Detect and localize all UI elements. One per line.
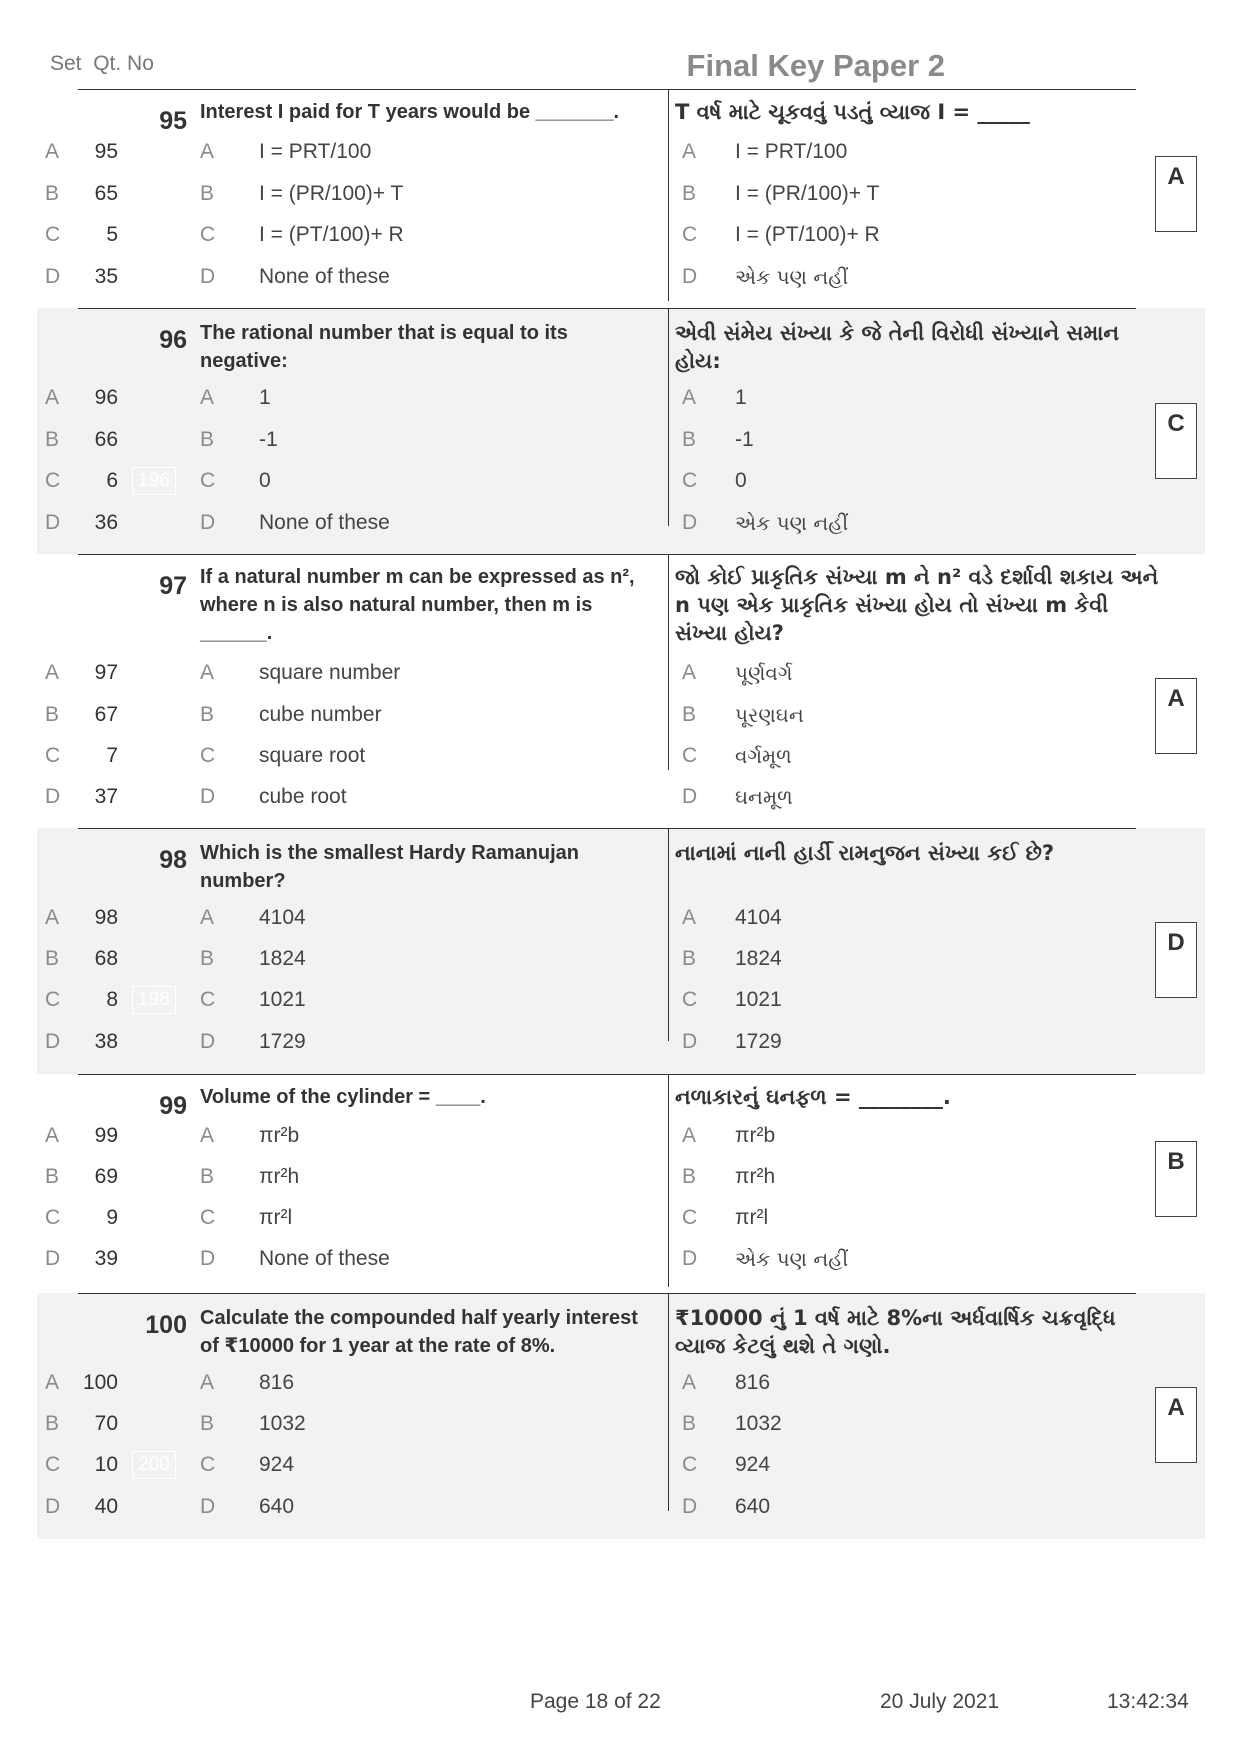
option-row	[37, 1247, 1205, 1277]
option-text-gujarati: 816	[735, 1371, 771, 1394]
option-letter-english: A	[200, 386, 215, 409]
set-question-number: 69	[94, 1165, 118, 1188]
option-text-gujarati: -1	[735, 428, 754, 451]
option-row	[37, 744, 1205, 774]
option-letter-gujarati: D	[682, 1247, 698, 1270]
question-block	[37, 828, 1205, 1074]
set-question-number: 9	[106, 1206, 118, 1229]
set-letter: A	[45, 386, 60, 409]
option-row	[37, 1030, 1205, 1060]
option-letter-gujarati: A	[682, 1371, 697, 1394]
option-letter-english: B	[200, 1412, 215, 1435]
option-letter-gujarati: A	[682, 140, 697, 163]
option-row	[37, 1371, 1205, 1401]
option-row	[37, 785, 1205, 815]
set-letter: A	[45, 140, 60, 163]
set-question-number: 40	[94, 1495, 118, 1518]
set-question-number: 98	[94, 906, 118, 929]
set-letter: B	[45, 182, 60, 205]
question-rule	[78, 308, 1136, 309]
question-rule	[78, 554, 1136, 555]
question-number: 95	[159, 107, 187, 135]
option-text-gujarati: 0	[735, 469, 747, 492]
option-letter-gujarati: B	[682, 1412, 697, 1435]
option-text-gujarati: 924	[735, 1453, 771, 1476]
set-letter: A	[45, 661, 60, 684]
option-letter-gujarati: A	[682, 1124, 697, 1147]
question-text-english: The rational number that is equal to its negative:	[200, 322, 568, 372]
option-letter-gujarati: B	[682, 947, 697, 970]
print-time: 13:42:34	[1107, 1690, 1189, 1713]
option-row	[37, 223, 1205, 253]
question-rule	[78, 828, 1136, 829]
option-text-english: πr²l	[259, 1206, 293, 1229]
set-letter: C	[45, 223, 61, 246]
set-letter: A	[45, 906, 60, 929]
set-question-number: 35	[94, 265, 118, 288]
question-text-english: Interest I paid for T years would be _______.	[200, 101, 620, 123]
option-letter-gujarati: C	[682, 988, 698, 1011]
answer-key-box: A	[1155, 1387, 1197, 1463]
option-letter-english: B	[200, 947, 215, 970]
option-text-gujarati: I = (PR/100)+ T	[735, 182, 880, 205]
option-text-english: cube number	[259, 703, 382, 726]
set-letter: B	[45, 947, 60, 970]
question-number: 96	[159, 326, 187, 354]
option-text-english: None of these	[259, 511, 390, 534]
set-letter: D	[45, 511, 61, 534]
set-question-number: 68	[94, 947, 118, 970]
question-block	[37, 554, 1205, 828]
option-letter-english: D	[200, 511, 216, 534]
question-rule	[78, 89, 1136, 90]
option-text-gujarati: પૂરણઘન	[735, 703, 804, 727]
option-row	[37, 661, 1205, 691]
option-row	[37, 511, 1205, 541]
answer-key-box: A	[1155, 678, 1197, 754]
question-block	[37, 1293, 1205, 1539]
option-text-gujarati: 1	[735, 386, 747, 409]
option-text-gujarati: 1729	[735, 1030, 782, 1053]
option-row	[37, 1495, 1205, 1525]
option-text-english: 1824	[259, 947, 306, 970]
question-block	[37, 1074, 1205, 1293]
answer-key-box: A	[1155, 156, 1197, 232]
question-rule	[78, 1293, 1136, 1294]
set-letter: C	[45, 1206, 61, 1229]
option-row	[37, 182, 1205, 212]
option-text-english: 640	[259, 1495, 295, 1518]
set-question-number: 100	[82, 1371, 118, 1394]
option-letter-english: C	[200, 469, 216, 492]
page-title: Final Key Paper 2	[686, 48, 945, 83]
option-letter-gujarati: C	[682, 469, 698, 492]
set-letter: C	[45, 744, 61, 767]
option-row	[37, 428, 1205, 458]
question-number: 97	[159, 572, 187, 600]
option-letter-english: A	[200, 906, 215, 929]
option-letter-english: D	[200, 1030, 216, 1053]
question-text-english: If a natural number m can be expressed as n², where n is also natural number, then m is ______.	[200, 566, 635, 644]
question-block	[37, 308, 1205, 554]
option-row	[37, 906, 1205, 936]
option-letter-gujarati: D	[682, 265, 698, 288]
option-letter-gujarati: A	[682, 386, 697, 409]
option-letter-gujarati: C	[682, 1206, 698, 1229]
option-text-gujarati: એક પણ નહીં	[735, 1247, 849, 1271]
option-letter-gujarati: C	[682, 1453, 698, 1476]
option-letter-english: A	[200, 1371, 215, 1394]
option-text-english: 1032	[259, 1412, 306, 1435]
option-row	[37, 265, 1205, 295]
option-letter-gujarati: D	[682, 1030, 698, 1053]
set-question-number: 36	[94, 511, 118, 534]
option-letter-english: D	[200, 265, 216, 288]
question-number: 100	[145, 1311, 187, 1339]
set-question-number: 96	[94, 386, 118, 409]
set-letter: A	[45, 1371, 60, 1394]
option-letter-english: B	[200, 428, 215, 451]
option-letter-gujarati: B	[682, 703, 697, 726]
option-text-english: 0	[259, 469, 271, 492]
option-letter-english: C	[200, 744, 216, 767]
question-text-english: Calculate the compounded half yearly interest of ₹10000 for 1 year at the rate of 8%.	[200, 1307, 638, 1357]
option-letter-gujarati: B	[682, 182, 697, 205]
option-letter-gujarati: B	[682, 1165, 697, 1188]
option-text-english: 1729	[259, 1030, 306, 1053]
question-text-gujarati: T વર્ષ માટે ચૂકવવું પડતું વ્યાજ I = _____	[675, 100, 1030, 124]
set-question-number: 38	[94, 1030, 118, 1053]
question-text-gujarati: એવી સંમેય સંખ્યા કે જે તેની વિરોધી સંખ્યાને સમાન હોય:	[675, 321, 1120, 373]
option-text-gujarati: એક પણ નહીં	[735, 265, 849, 289]
option-text-gujarati: I = (PT/100)+ R	[735, 223, 880, 246]
option-letter-gujarati: D	[682, 511, 698, 534]
option-text-english: -1	[259, 428, 278, 451]
option-text-gujarati: ઘનમૂળ	[735, 785, 793, 809]
option-row	[37, 386, 1205, 416]
answer-key-box: D	[1155, 922, 1197, 998]
option-text-english: 924	[259, 1453, 295, 1476]
question-text-english: Which is the smallest Hardy Ramanujan number?	[200, 842, 579, 892]
faded-number-box: 196	[132, 467, 176, 495]
option-letter-gujarati: D	[682, 785, 698, 808]
option-text-english: I = PRT/100	[259, 140, 372, 163]
set-letter: B	[45, 1165, 60, 1188]
answer-key-box: B	[1155, 1141, 1197, 1217]
set-question-number: 5	[106, 223, 118, 246]
option-row	[37, 1165, 1205, 1195]
set-question-number: 37	[94, 785, 118, 808]
option-letter-gujarati: B	[682, 428, 697, 451]
question-text-gujarati: નળાકારનું ઘનફળ = ________.	[675, 1085, 951, 1109]
option-text-english: πr²b	[259, 1124, 300, 1147]
option-text-english: 1	[259, 386, 271, 409]
option-letter-english: C	[200, 1453, 216, 1476]
option-letter-gujarati: C	[682, 223, 698, 246]
set-question-number: 70	[94, 1412, 118, 1435]
set-letter: D	[45, 1030, 61, 1053]
option-row	[37, 1453, 1205, 1483]
option-text-english: None of these	[259, 1247, 390, 1270]
set-letter: C	[45, 1453, 61, 1476]
question-number: 98	[159, 846, 187, 874]
set-letter: C	[45, 988, 61, 1011]
option-letter-english: A	[200, 140, 215, 163]
option-text-gujarati: 640	[735, 1495, 771, 1518]
option-text-english: None of these	[259, 265, 390, 288]
header-set-qno	[50, 52, 154, 76]
set-letter: D	[45, 265, 61, 288]
option-letter-english: C	[200, 1206, 216, 1229]
option-text-gujarati: πr²b	[735, 1124, 776, 1147]
option-text-gujarati: 1021	[735, 988, 782, 1011]
option-text-english: 1021	[259, 988, 306, 1011]
question-text-gujarati: ₹10000 નું 1 વર્ષ માટે 8%ના અર્ધવાર્ષિક ચક્રવૃદ્ધિ વ્યાજ કેટલું થશે તે ગણો.	[675, 1306, 1116, 1358]
set-label: Set	[50, 52, 82, 75]
qno-label: Qt. No	[93, 52, 154, 75]
set-question-number: 8	[106, 988, 118, 1011]
option-text-english: I = (PR/100)+ T	[259, 182, 404, 205]
set-question-number: 6	[106, 469, 118, 492]
answer-key-box: C	[1155, 403, 1197, 479]
option-letter-english: C	[200, 988, 216, 1011]
option-row	[37, 988, 1205, 1018]
set-letter: D	[45, 785, 61, 808]
option-text-gujarati: પૂર્ણવર્ગ	[735, 661, 793, 685]
option-text-english: square root	[259, 744, 366, 767]
set-letter: B	[45, 428, 60, 451]
question-number: 99	[159, 1092, 187, 1120]
question-text-gujarati: નાનામાં નાની હાર્ડી રામનુજન સંખ્યા કઈ છે?	[675, 841, 1055, 865]
set-question-number: 97	[94, 661, 118, 684]
print-date: 20 July 2021	[880, 1690, 1000, 1713]
set-question-number: 95	[94, 140, 118, 163]
option-letter-english: C	[200, 223, 216, 246]
option-row	[37, 703, 1205, 733]
set-letter: B	[45, 1412, 60, 1435]
question-text-english: Volume of the cylinder = ____.	[200, 1086, 486, 1108]
option-row	[37, 947, 1205, 977]
set-question-number: 39	[94, 1247, 118, 1270]
set-letter: D	[45, 1495, 61, 1518]
set-question-number: 65	[94, 182, 118, 205]
option-text-english: square number	[259, 661, 401, 684]
faded-number-box: 198	[132, 986, 176, 1014]
set-question-number: 66	[94, 428, 118, 451]
set-question-number: 7	[106, 744, 118, 767]
option-text-gujarati: πr²h	[735, 1165, 776, 1188]
option-row	[37, 469, 1205, 499]
option-row	[37, 1412, 1205, 1442]
option-row	[37, 1124, 1205, 1154]
option-text-english: 4104	[259, 906, 306, 929]
page-number: Page 18 of 22	[530, 1690, 661, 1713]
option-letter-english: B	[200, 182, 215, 205]
option-letter-gujarati: A	[682, 661, 697, 684]
question-text-gujarati: જો કોઈ પ્રાકૃતિક સંખ્યા m ને n² વડે દર્શાવી શકાય અને n પણ એક પ્રાકૃતિક સંખ્યા હોય તો સંખ્યા m કેવી સંખ્યા હોય?	[675, 565, 1159, 645]
option-text-english: πr²h	[259, 1165, 300, 1188]
option-letter-english: D	[200, 1495, 216, 1518]
option-text-gujarati: πr²l	[735, 1206, 769, 1229]
set-letter: A	[45, 1124, 60, 1147]
option-letter-english: B	[200, 703, 215, 726]
faded-number-box: 200	[132, 1451, 176, 1479]
option-letter-gujarati: D	[682, 1495, 698, 1518]
option-letter-english: A	[200, 1124, 215, 1147]
question-rule	[78, 1074, 1136, 1075]
set-letter: C	[45, 469, 61, 492]
option-letter-english: B	[200, 1165, 215, 1188]
question-block	[37, 89, 1205, 308]
option-letter-english: D	[200, 1247, 216, 1270]
option-text-gujarati: 1824	[735, 947, 782, 970]
option-text-gujarati: વર્ગમૂળ	[735, 744, 792, 768]
set-question-number: 99	[94, 1124, 118, 1147]
option-text-gujarati: એક પણ નહીં	[735, 511, 849, 535]
option-letter-gujarati: A	[682, 906, 697, 929]
option-text-gujarati: 1032	[735, 1412, 782, 1435]
option-row	[37, 1206, 1205, 1236]
option-letter-english: A	[200, 661, 215, 684]
set-letter: B	[45, 703, 60, 726]
set-letter: D	[45, 1247, 61, 1270]
option-text-english: cube root	[259, 785, 347, 808]
option-row	[37, 140, 1205, 170]
option-letter-gujarati: C	[682, 744, 698, 767]
option-text-english: 816	[259, 1371, 295, 1394]
option-letter-english: D	[200, 785, 216, 808]
set-question-number: 10	[94, 1453, 118, 1476]
set-question-number: 67	[94, 703, 118, 726]
option-text-gujarati: 4104	[735, 906, 782, 929]
option-text-gujarati: I = PRT/100	[735, 140, 848, 163]
option-text-english: I = (PT/100)+ R	[259, 223, 404, 246]
